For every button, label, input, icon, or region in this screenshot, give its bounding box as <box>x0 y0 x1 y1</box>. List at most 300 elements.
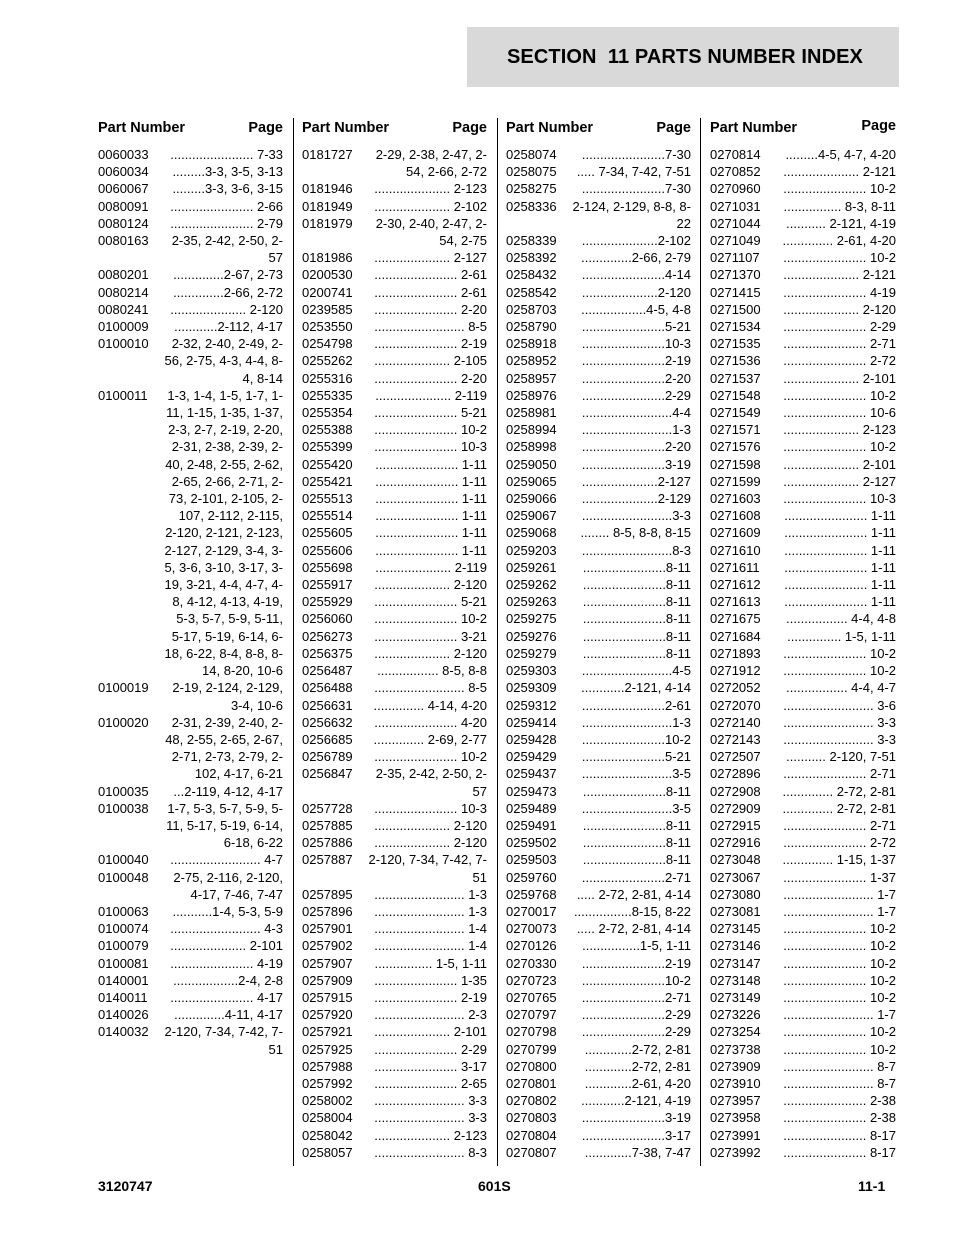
page-reference: ..................... 2-127 <box>374 250 487 266</box>
index-entry <box>302 610 487 627</box>
part-number: 0256632 <box>302 714 353 730</box>
part-number: 0270814 <box>710 147 761 162</box>
part-number: 0270800 <box>506 1058 557 1074</box>
index-entry <box>98 198 283 215</box>
page-reference: ....................... 3-17 <box>374 1058 487 1074</box>
part-number: 0270803 <box>506 1110 557 1126</box>
part-number: 0273958 <box>710 1110 761 1126</box>
page-reference: .......................8-11 <box>582 852 691 868</box>
index-entry <box>506 542 691 559</box>
index-entry <box>710 180 896 197</box>
page-reference: ..... 2-72, 2-81, 4-14 <box>576 921 691 937</box>
part-number: 0259768 <box>506 886 557 902</box>
page-reference: .............. 2-69, 2-77 <box>373 731 487 747</box>
page-reference: ......................... 8-3 <box>374 1144 487 1160</box>
index-entry <box>710 559 896 576</box>
part-number: 0255605 <box>302 525 353 541</box>
part-number: 0140032 <box>98 1024 149 1040</box>
index-entry <box>506 800 691 817</box>
page-reference: .............. 2-61, 4-20 <box>782 233 896 249</box>
index-entry <box>302 920 487 937</box>
index-entry <box>98 800 283 852</box>
part-number: 0256487 <box>302 663 353 679</box>
index-entry <box>710 301 896 318</box>
part-number: 0259275 <box>506 611 557 627</box>
index-entry <box>98 284 283 301</box>
part-number: 0100040 <box>98 852 149 868</box>
page-reference: ......................... 3-3 <box>783 714 896 730</box>
part-number: 0259067 <box>506 508 557 524</box>
page-reference: .........................3-5 <box>581 800 691 816</box>
index-entry <box>710 662 896 679</box>
page-reference: ......................... 8-5 <box>374 319 487 335</box>
index-entry <box>98 232 283 266</box>
index-entry <box>710 266 896 283</box>
page-reference: 2-19, 2-124, 2-129, 3-4, 10-6 <box>172 680 283 713</box>
part-number: 0255698 <box>302 559 353 575</box>
index-entry <box>302 972 487 989</box>
page-reference: ....................... 10-2 <box>783 989 896 1005</box>
index-entry <box>302 1127 487 1144</box>
index-entry <box>506 1109 691 1126</box>
part-number: 0080163 <box>98 233 149 249</box>
part-number: 0200530 <box>302 267 353 283</box>
part-number: 0271535 <box>710 336 761 352</box>
page-reference: ..............2-66, 2-79 <box>581 250 691 266</box>
page-reference: ....................... 10-2 <box>783 972 896 988</box>
index-entry <box>506 834 691 851</box>
part-number: 0256685 <box>302 731 353 747</box>
index-entry <box>710 903 896 920</box>
index-entry <box>302 249 487 266</box>
page-reference: .......................8-11 <box>582 835 691 851</box>
index-entry <box>506 387 691 404</box>
page-reference: .....................2-127 <box>581 473 691 489</box>
part-number: 0271612 <box>710 577 761 593</box>
page-reference: ....................... 1-11 <box>375 491 487 507</box>
page-reference: ..................... 2-120 <box>374 577 487 593</box>
index-entry <box>710 438 896 455</box>
part-number: 0259491 <box>506 817 557 833</box>
page-header: Page <box>452 120 487 136</box>
index-entry <box>506 783 691 800</box>
page-reference: ....................... 2-72 <box>783 835 896 851</box>
part-number: 0140011 <box>98 989 148 1005</box>
page-reference: .......................5-21 <box>581 749 691 765</box>
part-number: 0255606 <box>302 542 353 558</box>
page-reference: ....................... 2-71 <box>783 817 896 833</box>
index-entry <box>302 1144 487 1161</box>
part-number: 0254798 <box>302 336 353 352</box>
part-number: 0273067 <box>710 869 761 885</box>
index-entry <box>710 834 896 851</box>
page-reference: ................. 4-4, 4-8 <box>786 611 896 627</box>
part-number: 0100081 <box>98 955 149 971</box>
part-number: 0258002 <box>302 1093 353 1109</box>
part-number: 0271603 <box>710 491 761 507</box>
part-number: 0271599 <box>710 473 761 489</box>
page-reference: ....................... 10-2 <box>783 1041 896 1057</box>
index-entry <box>710 645 896 662</box>
index-entry <box>506 1144 691 1161</box>
part-number: 0080091 <box>98 198 149 214</box>
column-header <box>98 118 283 146</box>
part-number: 0258432 <box>506 267 557 283</box>
page-reference: .......................7-30 <box>581 147 691 162</box>
part-number: 0255262 <box>302 353 353 369</box>
part-number: 0255316 <box>302 370 353 386</box>
index-entry <box>506 610 691 627</box>
page-reference: ....................... 2-19 <box>374 336 487 352</box>
index-entry <box>302 886 487 903</box>
part-number: 0259065 <box>506 473 557 489</box>
part-number: 0256631 <box>302 697 353 713</box>
part-number: 0200741 <box>302 284 353 300</box>
page-reference: ..... 2-72, 2-81, 4-14 <box>576 886 691 902</box>
part-number: 0270801 <box>506 1075 557 1091</box>
page-reference: .............7-38, 7-47 <box>584 1144 691 1160</box>
page-reference: ......................... 3-3 <box>783 731 896 747</box>
index-entry <box>506 662 691 679</box>
part-number: 0257887 <box>302 852 353 868</box>
index-entry <box>710 198 896 215</box>
part-number: 0100009 <box>98 319 149 335</box>
index-entry <box>506 903 691 920</box>
page-reference: ..............2-67, 2-73 <box>173 267 283 283</box>
index-entry <box>302 352 487 369</box>
page-reference: ....................... 2-65 <box>374 1075 487 1091</box>
part-number: 0273254 <box>710 1024 761 1040</box>
page-reference: 2-35, 2-42, 2-50, 2-57 <box>171 233 283 266</box>
part-number: 0100079 <box>98 938 149 954</box>
index-entry <box>98 318 283 335</box>
part-number: 0181727 <box>302 147 353 162</box>
part-number: 0259263 <box>506 594 557 610</box>
page-reference: ....................... 10-2 <box>783 921 896 937</box>
index-entry <box>506 851 691 868</box>
index-entry <box>710 1109 896 1126</box>
page-reference: ....................... 10-2 <box>783 439 896 455</box>
index-entry <box>98 783 283 800</box>
page-reference: .......................8-11 <box>582 577 691 593</box>
part-number: 0273147 <box>710 955 761 971</box>
index-entry <box>506 748 691 765</box>
page-reference: ....................... 2-20 <box>374 301 487 317</box>
index-entry <box>710 1075 896 1092</box>
index-entry <box>506 1092 691 1109</box>
index-entry <box>98 920 283 937</box>
index-entry <box>302 1092 487 1109</box>
part-number: 0253550 <box>302 319 353 335</box>
page-reference: 2-35, 2-42, 2-50, 2-57 <box>375 766 487 799</box>
page-reference: .......................5-21 <box>581 319 691 335</box>
index-entry <box>506 421 691 438</box>
index-entry <box>98 869 283 903</box>
part-number: 0270799 <box>506 1041 557 1057</box>
page-reference: ........... 2-120, 7-51 <box>786 749 896 765</box>
index-entry <box>710 869 896 886</box>
part-number: 0259261 <box>506 559 557 575</box>
part-number-header: Part Number <box>98 120 186 136</box>
index-entry <box>506 937 691 954</box>
index-column-3 <box>506 118 691 1166</box>
index-entry <box>506 714 691 731</box>
index-entry <box>710 1144 896 1161</box>
page-reference: ......................... 4-7 <box>170 852 283 868</box>
part-number: 0271684 <box>710 628 761 644</box>
page-header: Page <box>861 118 896 134</box>
index-entry <box>302 198 487 215</box>
page-reference: ....................... 10-2 <box>783 663 896 679</box>
part-number: 0060033 <box>98 147 149 162</box>
part-number: 0100011 <box>98 387 148 403</box>
index-entry <box>98 1023 283 1057</box>
part-number: 0258998 <box>506 439 557 455</box>
index-entry <box>710 490 896 507</box>
page-reference: ....................... 1-11 <box>784 577 896 593</box>
index-entry <box>710 697 896 714</box>
page-reference: .........................1-3 <box>581 422 691 438</box>
page-reference: ..................... 2-105 <box>374 353 487 369</box>
page-reference: ................ 8-3, 8-11 <box>783 198 896 214</box>
page-reference: .............. 2-72, 2-81 <box>782 800 896 816</box>
index-entry <box>710 610 896 627</box>
page-reference: ......................... 8-5 <box>374 680 487 696</box>
page-reference: 2-120, 7-34, 7-42, 7-51 <box>164 1024 283 1057</box>
index-entry <box>506 1023 691 1040</box>
footer-page-number: 11-1 <box>858 1178 886 1194</box>
page-reference: ........... 2-121, 4-19 <box>786 215 896 231</box>
part-number: 0256488 <box>302 680 353 696</box>
index-entry <box>710 989 896 1006</box>
part-number: 0259066 <box>506 491 557 507</box>
page-reference: ..................... 2-119 <box>375 387 487 403</box>
index-entry <box>506 972 691 989</box>
part-number: 0258275 <box>506 181 557 197</box>
part-number: 0258042 <box>302 1127 353 1143</box>
index-entry <box>302 1006 487 1023</box>
index-entry <box>710 249 896 266</box>
page-reference: 1-3, 1-4, 1-5, 1-7, 1-11, 1-15, 1-35, 1-37, 2-3, 2-7, 2-19, 2-20, 2-31, 2-38, 2-39, 2-40, 2-48, 2-55, 2-62, 2-65, 2-66, 2-71, 2-73, 2-101, 2-105, 2-107, 2-112, 2-115, 2-120, 2-121, 2-123, 2-127, 2-129, 3-4, 3-5, 3-6, 3-10, 3-17, 3-19, 3-21, 4-4, 4-7, 4-8, 4-12, 4-13, 4-19, 5-3, 5-7, 5-9, 5-11, 5-17, 5-19, 6-14, 6-18, 6-22, 8-4, 8-8, 8-14, 8-20, 10-6 <box>164 387 283 679</box>
part-number: 0100019 <box>98 680 149 696</box>
part-number: 0255388 <box>302 422 353 438</box>
page-reference: ....................... 2-79 <box>170 215 283 231</box>
index-entry <box>506 559 691 576</box>
part-number: 0272507 <box>710 749 761 765</box>
page-reference: .......................2-71 <box>581 989 691 1005</box>
part-number: 0273909 <box>710 1058 761 1074</box>
part-number: 0100048 <box>98 869 149 885</box>
index-entry <box>302 456 487 473</box>
page-reference: .......................2-29 <box>581 387 691 403</box>
part-number: 0257992 <box>302 1075 353 1091</box>
index-entry <box>302 1058 487 1075</box>
page-reference: .........3-3, 3-5, 3-13 <box>172 164 283 180</box>
part-number: 0273081 <box>710 903 761 919</box>
index-entry <box>302 731 487 748</box>
page-reference: .......................2-19 <box>581 353 691 369</box>
index-entry <box>506 318 691 335</box>
page-reference: .......................8-11 <box>582 611 691 627</box>
index-entry <box>302 146 487 180</box>
column-header <box>302 118 487 146</box>
part-number: 0271598 <box>710 456 761 472</box>
index-entry <box>710 765 896 782</box>
part-number: 0271609 <box>710 525 761 541</box>
part-number: 0258336 <box>506 198 557 214</box>
index-entry <box>506 989 691 1006</box>
part-number: 0256060 <box>302 611 353 627</box>
index-entry <box>506 163 691 180</box>
index-column-4 <box>710 118 896 1166</box>
part-number: 0270804 <box>506 1127 557 1143</box>
page-reference: ....................... 5-21 <box>374 594 487 610</box>
index-entry <box>98 180 283 197</box>
part-number: 0259050 <box>506 456 557 472</box>
index-entry <box>302 404 487 421</box>
index-entry <box>710 1023 896 1040</box>
index-entry <box>506 576 691 593</box>
index-entry <box>710 731 896 748</box>
part-number: 0271608 <box>710 508 761 524</box>
index-entry <box>710 972 896 989</box>
part-number: 0255335 <box>302 387 353 403</box>
part-number: 0271537 <box>710 370 761 386</box>
page-reference: .......................2-61 <box>581 697 691 713</box>
index-entry <box>506 593 691 610</box>
part-number: 0259429 <box>506 749 557 765</box>
page-reference: ....................... 1-11 <box>784 542 896 558</box>
index-entry <box>302 318 487 335</box>
page-reference: ....................... 2-29 <box>374 1041 487 1057</box>
page-reference: ....................... 2-38 <box>783 1093 896 1109</box>
part-number: 0271613 <box>710 594 761 610</box>
page-reference: ....................... 10-2 <box>783 645 896 661</box>
index-entry <box>302 1075 487 1092</box>
page-reference: ....................... 10-3 <box>783 491 896 507</box>
index-entry <box>98 989 283 1006</box>
index-entry <box>710 783 896 800</box>
index-entry <box>506 146 691 163</box>
page-reference: ....................... 2-38 <box>783 1110 896 1126</box>
page-reference: ..................... 2-121 <box>783 267 896 283</box>
index-entry <box>710 1006 896 1023</box>
page-reference: ....................... 1-11 <box>375 473 487 489</box>
index-entry <box>710 628 896 645</box>
page-reference: ................. 8-5, 8-8 <box>377 663 487 679</box>
part-number: 0270723 <box>506 972 557 988</box>
part-number: 0259309 <box>506 680 557 696</box>
part-number: 0181979 <box>302 215 353 231</box>
index-entry <box>710 1127 896 1144</box>
part-number: 0258004 <box>302 1110 353 1126</box>
page-reference: .......................8-11 <box>582 628 691 644</box>
part-number: 0259760 <box>506 869 557 885</box>
index-entry <box>98 301 283 318</box>
index-entry <box>710 232 896 249</box>
part-number: 0271500 <box>710 301 761 317</box>
index-entry <box>710 163 896 180</box>
part-number: 0255514 <box>302 508 353 524</box>
index-entry <box>302 800 487 817</box>
page-reference: ....................... 10-2 <box>783 181 896 197</box>
part-number: 0258790 <box>506 319 557 335</box>
index-column-2 <box>302 118 487 1166</box>
index-entry <box>710 542 896 559</box>
page-reference: .......................3-19 <box>581 456 691 472</box>
page-reference: 2-124, 2-129, 8-8, 8-22 <box>572 198 691 231</box>
page-reference: .........................3-5 <box>581 766 691 782</box>
index-entry <box>98 335 283 387</box>
page-reference: .......................8-11 <box>582 783 691 799</box>
part-number: 0259262 <box>506 577 557 593</box>
page-reference: ..................... 2-101 <box>374 1024 487 1040</box>
page-reference: ..................4-5, 4-8 <box>581 301 691 317</box>
page-reference: ......................... 8-7 <box>783 1058 896 1074</box>
page-reference: ..................... 2-123 <box>783 422 896 438</box>
index-entry <box>302 662 487 679</box>
part-number: 0257901 <box>302 921 353 937</box>
part-number: 0270807 <box>506 1144 557 1160</box>
index-entry <box>710 335 896 352</box>
part-number: 0271534 <box>710 319 761 335</box>
index-entry <box>506 955 691 972</box>
index-entry <box>506 490 691 507</box>
part-number: 0271044 <box>710 215 761 231</box>
index-entry <box>302 335 487 352</box>
page-reference: ....................... 2-20 <box>374 370 487 386</box>
index-entry <box>506 524 691 541</box>
page-reference: ......................... 3-3 <box>374 1093 487 1109</box>
index-entry <box>302 215 487 249</box>
index-entry <box>98 714 283 783</box>
page-reference: ......................... 1-3 <box>374 886 487 902</box>
part-number: 0255421 <box>302 473 353 489</box>
page-reference: ....................... 2-29 <box>783 319 896 335</box>
index-entry <box>302 387 487 404</box>
part-number: 0273080 <box>710 886 761 902</box>
part-number-header: Part Number <box>710 120 798 136</box>
page-reference: ..................... 2-120 <box>374 645 487 661</box>
page-reference: 2-31, 2-39, 2-40, 2-48, 2-55, 2-65, 2-67, 2-71, 2-73, 2-79, 2-102, 4-17, 6-21 <box>165 714 283 782</box>
column-header <box>710 118 896 146</box>
part-number: 0100035 <box>98 783 149 799</box>
part-number: 0257886 <box>302 835 353 851</box>
part-number: 0272915 <box>710 817 761 833</box>
page-reference: ....................... 10-6 <box>783 405 896 421</box>
page-reference: 2-30, 2-40, 2-47, 2-54, 2-75 <box>375 215 487 249</box>
page-reference: ....................... 1-37 <box>783 869 896 885</box>
part-number: 0258542 <box>506 284 557 300</box>
index-entry <box>710 507 896 524</box>
page-reference: ......................... 2-3 <box>374 1007 487 1023</box>
part-number: 0255513 <box>302 491 353 507</box>
part-number: 0257921 <box>302 1024 353 1040</box>
part-number: 0270852 <box>710 164 761 180</box>
page-reference: ....................... 2-66 <box>170 198 283 214</box>
index-entry <box>710 955 896 972</box>
index-entry <box>506 301 691 318</box>
page-reference: .......................3-17 <box>581 1127 691 1143</box>
part-number: 0259414 <box>506 714 557 730</box>
page-reference: ....................... 1-35 <box>374 972 487 988</box>
page-reference: ............2-121, 4-19 <box>581 1093 691 1109</box>
index-entry <box>302 955 487 972</box>
page-reference: ..................... 2-101 <box>783 456 896 472</box>
index-entry <box>710 370 896 387</box>
part-number: 0272143 <box>710 731 761 747</box>
page-reference: ....................... 8-17 <box>783 1127 896 1143</box>
